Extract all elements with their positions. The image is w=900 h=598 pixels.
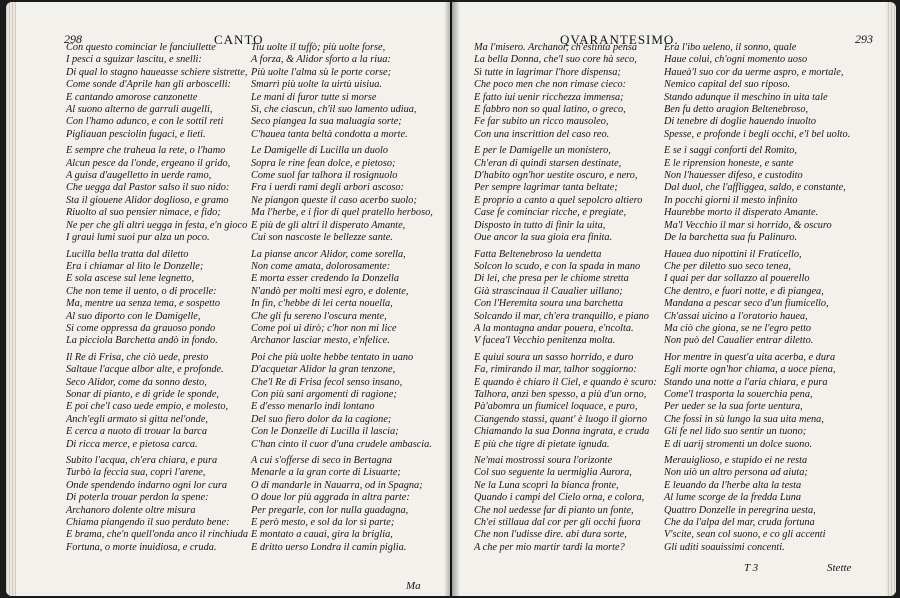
verse-line: Con una inscrittion del caso reo. <box>474 128 610 140</box>
verse-line: Alcun pesce da l'onde, ergeano il grido, <box>66 157 231 169</box>
verse-line: Ch'assai uicino a l'oratorio hauea, <box>664 310 808 322</box>
verse-line: Haueà'l suo cor da uerme aspro, e mortale, <box>664 66 844 78</box>
verse-line: Seco piangea la sua maluagia sorte; <box>251 116 402 128</box>
verse-line: O doue lor più aggrada in altra parte: <box>251 492 410 504</box>
verse-line: E sempre che traheua la rete, o l'hamo <box>66 145 226 157</box>
verse-line: Con l'hamo adunco, e con le sottil reti <box>66 116 224 128</box>
open-book <box>6 2 896 596</box>
verse-line: I quai per dar sollazzo al pouerello <box>664 273 810 285</box>
verse-line: Riuolto al suo pensier nimace, e fido; <box>66 207 221 219</box>
stanza <box>251 42 433 141</box>
verse-line: Smarrì più uolte la uirtù uisiua. <box>251 79 383 91</box>
verse-line: Ne la Luna scoprì la bianca fronte, <box>474 479 619 491</box>
verse-line: E più de gli altri il disperato Amante, <box>251 219 406 231</box>
verse-line: Che da l'alpa del mar, cruda fortuna <box>664 517 815 529</box>
verse-line: Le Damigelle di Lucilla un duolo <box>251 145 388 157</box>
verse-line: Seco Alidor, come da sonno desto, <box>66 376 207 388</box>
verse-line: Con le Donzelle di Lucilla il lascia; <box>251 426 399 438</box>
verse-line: La bella Donna, che'l suo core hà seco, <box>474 54 637 66</box>
verse-line: Quando i campi del Cielo orna, e colora, <box>474 492 645 504</box>
left-column-1 <box>66 42 248 558</box>
verse-line: Come suol far talhora il rosignuolo <box>251 170 398 182</box>
stanza <box>66 145 248 244</box>
verse-line: Per pregarle, con lor nulla guadagna, <box>251 504 409 516</box>
stanza <box>251 145 433 244</box>
verse-line: Ne'mai mostrossi soura l'orizonte <box>474 455 613 466</box>
verse-line: Che poco men che non rimase cieco: <box>474 79 627 91</box>
verse-line: Stando una notte a l'aria chiara, e pura <box>664 376 828 388</box>
stanza <box>474 352 657 451</box>
verse-line: Cui son nascoste le bellezze sante. <box>251 232 393 244</box>
stanza <box>474 42 657 141</box>
left-page <box>6 2 450 596</box>
verse-line: A forza, & Alidor sforto a la riua: <box>251 54 391 66</box>
verse-line: N'andò per molti mesi egro, e dolente, <box>251 285 409 297</box>
right-column-1 <box>474 42 657 558</box>
verse-line: Fatta Beltenebroso la uendetta <box>474 248 602 260</box>
verse-line: Ben fu detto aragion Beltenebroso, <box>664 104 809 116</box>
verse-line: Egli morte ogn'hor chiama, a uoce piena, <box>664 364 836 376</box>
verse-line: Poi che più uolte hebbe tentato in uano <box>251 351 414 363</box>
verse-line: Del suo fiero dolor da la cagione; <box>251 413 392 425</box>
verse-line: E dritto uerso Londra il camin piglia. <box>251 541 407 553</box>
verse-line: Hor mentre in quest'a uita acerba, e dura <box>664 351 836 363</box>
stanza <box>664 249 850 348</box>
page-edges-left <box>6 2 16 596</box>
verse-line: Archanoro dolente oltre misura <box>66 504 196 516</box>
verse-line: Case fe cominciar ricche, e pregiate, <box>474 207 627 219</box>
verse-line: E brama, che'n quell'onda anco il rinchiuda <box>66 529 249 541</box>
verse-line: C'han cinto il cuor d'una crudele ambascia. <box>251 438 432 450</box>
verse-line: E leuando da l'herbe alta la testa <box>664 479 802 491</box>
verse-line: Che dentro, e fuori notte, e dì piangea, <box>664 285 824 297</box>
verse-line: E però mesto, e sol da lor si parte; <box>251 517 395 529</box>
verse-line: Le mani di furor tutte si morse <box>251 91 377 103</box>
verse-line: E fabbro non so qual latino, o greco, <box>474 104 626 116</box>
verse-line: Con più sani argomenti di ragione; <box>251 388 397 400</box>
verse-line: Al lume scorge de la fredda Luna <box>664 492 802 504</box>
running-head-left: CANTO <box>214 32 264 47</box>
verse-line: Di poterla trouar perdon la spene: <box>66 492 209 504</box>
verse-line: E di uarij stromenti un dolce suono. <box>664 438 813 450</box>
verse-line: E più che tigre di pietate ignuda. <box>474 438 610 450</box>
verse-line: Sì tutte in lagrimar l'hore dispensa; <box>474 66 621 78</box>
verse-line: Col suo seguente la uermiglia Aurora, <box>474 467 632 479</box>
verse-line: Che'l Re di Frisa fecol senso insano, <box>251 376 403 388</box>
verse-line: Fa, rimirando il mar, talhor soggiorno: <box>474 364 637 376</box>
signature-mark: T 3 <box>744 562 759 574</box>
stanza <box>664 42 850 141</box>
verse-line: Haue colui, ch'ogni momento uoso <box>664 54 808 66</box>
verse-line: Sì, che ciascun, ch'il suo lamento udiua, <box>251 104 417 116</box>
verse-line: Come'l trasporta la souerchia pena, <box>664 388 813 400</box>
verse-line: Solcon lo scudo, e con la spada in mano <box>474 260 641 272</box>
page-number-right: 293 <box>855 32 873 46</box>
verse-line: I graui lumi suoi pur alza un poco. <box>66 232 210 244</box>
verse-line: A che per mio martir tardi la morte? <box>474 541 625 553</box>
verse-line: Che non teme il uento, o di procelle: <box>66 285 217 297</box>
stanza <box>251 352 433 451</box>
verse-line: Sopra le rine fean dolce, e pietoso; <box>251 157 396 169</box>
verse-line: Oue ancor la sua gioia era finita. <box>474 232 613 244</box>
verse-line: Lucilla bella tratta dal diletto <box>66 248 189 260</box>
verse-line: Talhora, anzi ben spesso, a più d'un orno, <box>474 388 647 400</box>
verse-line: A guisa d'augelletto in uerde ramo, <box>66 170 212 182</box>
verse-line: Nemico capital del suo riposo. <box>664 79 791 91</box>
verse-line: Sta il giouene Alidor doglioso, e gramo <box>66 194 229 206</box>
verse-line: Subito l'acqua, ch'era chiara, e pura <box>66 455 218 466</box>
verse-line: Non uiò un altro persona ad aiuta; <box>664 467 808 479</box>
verse-line: Disposto in tutto di finir la uita, <box>474 219 606 231</box>
verse-line: Solcando il mar, ch'era tranquillo, e piano <box>474 310 649 322</box>
verse-line: E quiui soura un sasso horrido, e duro <box>474 351 634 363</box>
verse-line: E sola ascese sul lene legnetto, <box>66 273 195 285</box>
verse-line: Fra i uerdi rami degli arbori ascoso: <box>251 182 404 194</box>
verse-line: La pianse ancor Alidor, come sorella, <box>251 248 406 260</box>
verse-line: E fatto iui uenir ricchezza immensa; <box>474 91 624 103</box>
verse-line: Per ueder se la sua forte uentura, <box>664 401 803 413</box>
verse-line: Che per diletto suo seco tenea, <box>664 260 791 272</box>
stanza <box>66 249 248 348</box>
verse-line: Era l'ibo ueleno, il sonno, quale <box>664 42 797 53</box>
verse-line: E morta esser credendo la Donzella <box>251 273 400 285</box>
verse-line: Si come oppressa da grauoso pondo <box>66 322 216 334</box>
verse-line: Ne piangon queste il caso acerbo suolo; <box>251 194 417 206</box>
verse-line: E cerca a nuoto di trouar la barca <box>66 426 207 438</box>
verse-line: Onde spendendo indarno ogni lor cura <box>66 479 228 491</box>
verse-line: E per le Damigelle un monistero, <box>474 145 611 157</box>
page-number-left: 298 <box>64 32 82 46</box>
verse-line: V'scite, sean col suono, e co gli accenti <box>664 529 826 541</box>
verse-line: Saltaue l'acque albor alte, e profonde. <box>66 364 224 376</box>
stanza <box>664 352 850 451</box>
verse-line: Quattro Donzelle in peregrina uesta, <box>664 504 816 516</box>
stanza <box>251 455 433 554</box>
right-page <box>452 2 896 596</box>
left-column-2 <box>251 42 433 558</box>
verse-line: Al suono alterno de garruli augelli, <box>66 104 213 116</box>
stanza <box>664 145 850 244</box>
verse-line: Gli uditi soauissimi concenti. <box>664 541 785 553</box>
verse-line: Ma l'misero. Archanor, ch'estinta pensa <box>474 42 638 53</box>
verse-line: Già strascinaua il Caualier uillano; <box>474 285 623 297</box>
stanza <box>474 249 657 348</box>
verse-line: Ciangendo stassi, quant' è luogo il giorno <box>474 413 647 425</box>
verse-line: Chiama piangendo il suo perduto bene: <box>66 517 230 529</box>
verse-line: La picciola Barchetta andò in fondo. <box>66 335 218 347</box>
verse-line: De la barchetta sua fu Palinuro. <box>664 232 798 244</box>
verse-line: Non come amata, dolorosamente: <box>251 260 391 272</box>
verse-line: Fortuna, o morte inuidiosa, e cruda. <box>66 541 217 553</box>
running-head-right: QVARANTESIMO. <box>560 32 679 47</box>
verse-line: Ma, mentre ua senza tema, e sospetto <box>66 298 221 310</box>
verse-line: Ne per che gli altri uegga in festa, e'n gioco <box>66 219 248 231</box>
verse-line: E quando è chiaro il Ciel, e quando è scuro: <box>474 376 657 388</box>
verse-line: Turbò la feccia sua, coprì l'arene, <box>66 467 206 479</box>
verse-line: E se i saggi conforti del Romito, <box>664 145 797 157</box>
verse-line: E d'esso menarlo indi lontano <box>251 401 375 413</box>
verse-line: Il Re di Frisa, che ciò uede, presto <box>66 351 209 363</box>
verse-line: D'habito ogn'hor uestite oscuro, e nero, <box>474 170 638 182</box>
verse-line: E proprio a canto a quel sepolcro altiero <box>474 194 643 206</box>
stanza <box>474 455 657 554</box>
verse-line: Sonar di pianto, e di gride le sponde, <box>66 388 220 400</box>
stanza <box>664 455 850 554</box>
book-gutter <box>444 2 460 596</box>
verse-line: Ch'eran di quindi starsen destinate, <box>474 157 622 169</box>
stanza <box>474 145 657 244</box>
verse-line: Archanor lasciar mesto, e'nfelice. <box>251 335 390 347</box>
verse-line: Chiamando la sua Donna ingrata, e cruda <box>474 426 650 438</box>
verse-line: Ma'l Vecchio il mar sì horrido, & oscuro <box>664 219 832 231</box>
verse-line: Pigliauan pesciolin fugaci, e lieti. <box>66 128 206 140</box>
verse-line: Mandana a pescar seco d'un fiumicello, <box>664 298 829 310</box>
verse-line: In pocchi giorni il mesto infinito <box>664 194 798 206</box>
verse-line: Tiu uolte il tuffò; più uolte forse, <box>251 42 386 53</box>
verse-line: Che nol uedesse far di pianto un fonte, <box>474 504 634 516</box>
right-column-2 <box>664 42 850 558</box>
verse-line: Che uegga dal Pastor salso il suo nido: <box>66 182 230 194</box>
catchword-left: Ma <box>406 580 421 592</box>
stanza <box>66 352 248 451</box>
verse-line: C'hauea tanta beltà condotta a morte. <box>251 128 408 140</box>
verse-line: Gli fe nel lido suo sentir un tuono; <box>664 426 807 438</box>
verse-line: Stando adunque il meschino in uita tale <box>664 91 828 103</box>
verse-line: Come poi ui dirò; c'hor non mi lice <box>251 322 397 334</box>
verse-line: O di mandarle in Nauarra, od in Spagna; <box>251 479 423 491</box>
stanza <box>251 249 433 348</box>
verse-line: Di lei, che presa per le chiome stretta <box>474 273 629 285</box>
verse-line: Non l'hauesser difeso, e custodito <box>664 170 803 182</box>
verse-line: I pesci a sguizar lascitu, e snelli: <box>66 54 202 66</box>
verse-line: Di tenebre di doglie hauendo inuolto <box>664 116 817 128</box>
verse-line: E le riprension honeste, e sante <box>664 157 794 169</box>
verse-line: Di qual lo stagno haueasse schiere sistrette, <box>66 66 248 78</box>
verse-line: Più uolte l'alma sù le porte corse; <box>251 66 392 78</box>
verse-line: D'acquetar Alidor la gran tenzone, <box>251 364 396 376</box>
verse-line: Ma ciò che giona, se ne l'egro petto <box>664 322 812 334</box>
verse-line: Di ricca merce, e pietosa carca. <box>66 438 198 450</box>
verse-line: Haurebbe morto il disperato Amante. <box>664 207 819 219</box>
verse-line: Che gli fu sereno l'oscura mente, <box>251 310 387 322</box>
verse-line: Fe far subito un ricco mausoleo, <box>474 116 609 128</box>
verse-line: Anch'egli armato si gitta nel'onde, <box>66 413 208 425</box>
verse-line: Come sonde d'Aprile han gli arboscelli: <box>66 79 231 91</box>
verse-line: In fin, c'hebbe di lei certa nouella, <box>251 298 393 310</box>
verse-line: Ch'ei stillaua dal cor per gli occhi fuora <box>474 517 641 529</box>
verse-line: Pà'abomra un fiumicel loquace, e puro, <box>474 401 638 413</box>
verse-line: Merauiglioso, e stupido ei ne resta <box>664 455 808 466</box>
verse-line: Che non l'udisse dire. abi dura sorte, <box>474 529 627 541</box>
verse-line: Per sempre lagrimar tanta beltate; <box>474 182 618 194</box>
verse-line: Menarle a la gran corte di Lisuarte; <box>251 467 401 479</box>
verse-line: A cui s'offerse di seco in Bertagna <box>251 455 392 466</box>
catchword-right: Stette <box>827 562 852 574</box>
stanza <box>66 42 248 141</box>
verse-line: Con l'Heremita soura una barchetta <box>474 298 624 310</box>
verse-line: Spesse, e profonde i begli occhi, e'l bel uolto. <box>664 128 851 140</box>
verse-line: E cantando amorose canzonette <box>66 91 198 103</box>
verse-line: Non può del Caualier entrar diletto. <box>664 335 814 347</box>
stanza <box>66 455 248 554</box>
verse-line: Hauea duo nipottini il Fraticello, <box>664 248 802 260</box>
verse-line: A la montagna andar pouera, e'ncolta. <box>474 322 634 334</box>
verse-line: Al suo diporto con le Damigelle, <box>66 310 201 322</box>
verse-line: E poi che'l caso uede empio, e molesto, <box>66 401 229 413</box>
verse-line: V facea'l Vecchio penitenza molta. <box>474 335 616 347</box>
verse-line: Dal duol, che l'affliggea, saldo, e constante, <box>664 182 846 194</box>
verse-line: Che fossi in sù lungo la sua uita mena, <box>664 413 824 425</box>
page-edges-right <box>886 2 896 596</box>
verse-line: Con questo cominciar le fanciullette <box>66 42 216 53</box>
verse-line: E montato a cauai, gira la briglia, <box>251 529 393 541</box>
verse-line: Era i chiamar al lito le Donzelle; <box>66 260 204 272</box>
verse-line: Ma l'herbe, e i fior di quel pratello herboso, <box>251 207 433 219</box>
